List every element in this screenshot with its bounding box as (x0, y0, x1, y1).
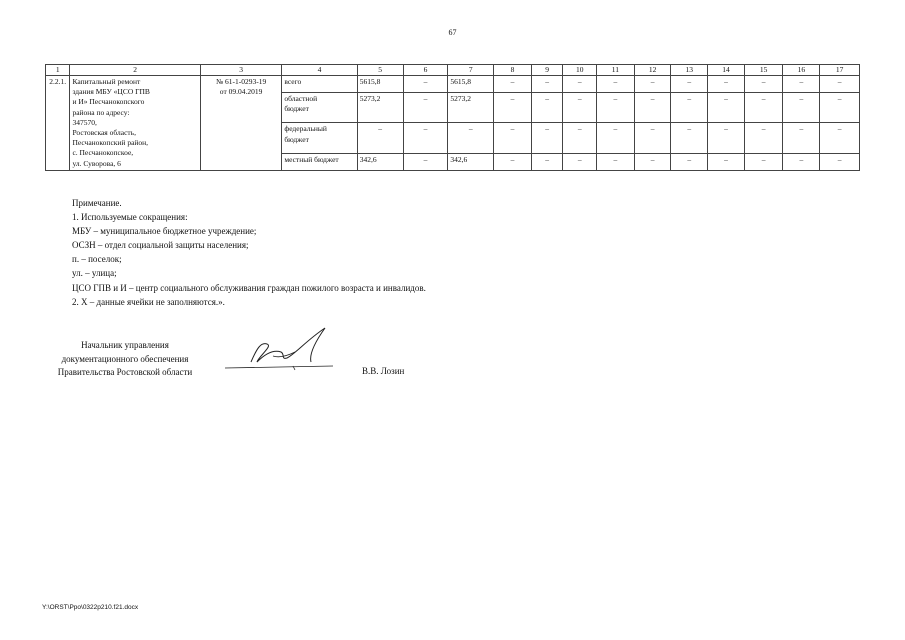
cell-line: местный бюджет (284, 154, 339, 164)
value-cell: – (708, 123, 745, 153)
value-cell: – (494, 93, 532, 123)
cell-line: 347570, (72, 117, 97, 127)
funding-source-cell (282, 153, 357, 170)
column-header: 7 (448, 65, 494, 76)
value-cell: – (820, 76, 860, 93)
note-line: ОСЗН – отдел социальной защиты населения; (72, 240, 249, 251)
table-row (46, 76, 860, 93)
value-cell: – (448, 123, 494, 153)
cell-line: № 61-1-0293-19 (215, 77, 267, 86)
value-cell: – (531, 93, 563, 123)
column-header: 9 (531, 65, 563, 76)
value-cell: – (708, 153, 745, 170)
value-cell: – (783, 76, 820, 93)
row-number-cell: 2.2.1. (46, 76, 70, 171)
cell-line: Песчанокопский район, (72, 138, 149, 148)
note-line: 1. Используемые сокращения: (72, 212, 188, 223)
column-header: 8 (494, 65, 532, 76)
value-cell: – (403, 153, 448, 170)
value-cell: – (671, 153, 708, 170)
signature-title (40, 339, 210, 380)
value-cell: – (531, 153, 563, 170)
value-cell: – (634, 123, 671, 153)
value-cell: – (783, 123, 820, 153)
value-cell: – (494, 76, 532, 93)
value-cell: – (531, 76, 563, 93)
value-cell: – (563, 123, 597, 153)
value-cell: – (634, 153, 671, 170)
value-cell: – (597, 76, 635, 93)
value-cell: – (357, 123, 403, 153)
value-cell: – (708, 93, 745, 123)
notes-section (72, 196, 426, 309)
cell-line: и И» Песчанокопского (72, 97, 145, 107)
value-cell: – (820, 123, 860, 153)
value-cell: – (783, 93, 820, 123)
value-cell: – (563, 153, 597, 170)
value-cell: 342,6 (448, 153, 494, 170)
value-cell: – (531, 123, 563, 153)
column-header: 11 (597, 65, 635, 76)
value-cell: – (708, 76, 745, 93)
value-cell: – (744, 123, 783, 153)
value-cell: – (403, 76, 448, 93)
column-header: 1 (46, 65, 70, 76)
value-cell: 5615,8 (357, 76, 403, 93)
value-cell: – (744, 93, 783, 123)
handwritten-signature (215, 322, 345, 374)
cell-line: Ростовская область, (72, 128, 136, 138)
value-cell: – (403, 93, 448, 123)
value-cell: – (744, 153, 783, 170)
column-header: 6 (403, 65, 448, 76)
funding-source-cell (282, 76, 357, 93)
budget-table (45, 64, 860, 171)
note-line: 2. Х – данные ячейки не заполняются.». (72, 296, 225, 307)
value-cell: – (494, 123, 532, 153)
column-header: 5 (357, 65, 403, 76)
value-cell: – (597, 153, 635, 170)
value-cell: – (634, 76, 671, 93)
value-cell: – (563, 93, 597, 123)
value-cell: – (494, 153, 532, 170)
note-line: ул. – улица; (72, 268, 117, 279)
value-cell: – (671, 123, 708, 153)
value-cell: – (563, 76, 597, 93)
column-header: 14 (708, 65, 745, 76)
value-cell: 342,6 (357, 153, 403, 170)
note-line: ЦСО ГПВ и И – центр социального обслуживания граждан пожилого возраста и инвалидов. (72, 282, 426, 293)
cell-line: бюджет (284, 134, 309, 144)
value-cell: – (744, 76, 783, 93)
object-cell (70, 76, 200, 171)
note-line: МБУ – муниципальное бюджетное учреждение; (72, 226, 257, 237)
column-header: 10 (563, 65, 597, 76)
signature-title-line: документационного обеспечения (61, 353, 189, 364)
column-header: 13 (671, 65, 708, 76)
funding-source-cell (282, 93, 357, 123)
signer-name: В.В. Лозин (362, 366, 405, 376)
note-line: Примечание. (72, 198, 122, 208)
page-number: 67 (448, 28, 457, 37)
column-header: 16 (783, 65, 820, 76)
cell-line: с. Песчанокопское, (72, 148, 134, 158)
column-header: 15 (744, 65, 783, 76)
value-cell: 5615,8 (448, 76, 494, 93)
value-cell: – (597, 123, 635, 153)
value-cell: – (403, 123, 448, 153)
cell-line: района по адресу: (72, 107, 130, 117)
column-header: 3 (200, 65, 282, 76)
cell-line: бюджет (284, 104, 309, 114)
value-cell: – (783, 153, 820, 170)
cell-line: федеральный (284, 124, 327, 134)
column-header: 12 (634, 65, 671, 76)
value-cell: – (634, 93, 671, 123)
cell-line: здания МБУ «ЦСО ГПВ (72, 87, 150, 97)
cell-line: ул. Суворова, 6 (72, 158, 121, 168)
cell-line: Капитальный ремонт (72, 77, 141, 86)
signature-title-line: Правительства Ростовской области (57, 367, 193, 377)
file-path: Y:\ORST\Ppo\0322p210.f21.docx (42, 604, 139, 611)
value-cell: 5273,2 (448, 93, 494, 123)
value-cell: – (820, 153, 860, 170)
signature-title-line: Начальник управления (81, 340, 169, 350)
document-cell (200, 76, 282, 171)
cell-line: всего (284, 77, 302, 86)
value-cell: – (820, 93, 860, 123)
table-header-row (46, 65, 860, 76)
cell-line: от 09.04.2019 (219, 87, 263, 97)
cell-line: областной (284, 94, 318, 104)
column-header: 2 (70, 65, 200, 76)
value-cell: – (671, 93, 708, 123)
column-header: 4 (282, 65, 357, 76)
note-line: п. – поселок; (72, 254, 122, 265)
value-cell: – (597, 93, 635, 123)
funding-source-cell (282, 123, 357, 153)
column-header: 17 (820, 65, 860, 76)
value-cell: 5273,2 (357, 93, 403, 123)
value-cell: – (671, 76, 708, 93)
